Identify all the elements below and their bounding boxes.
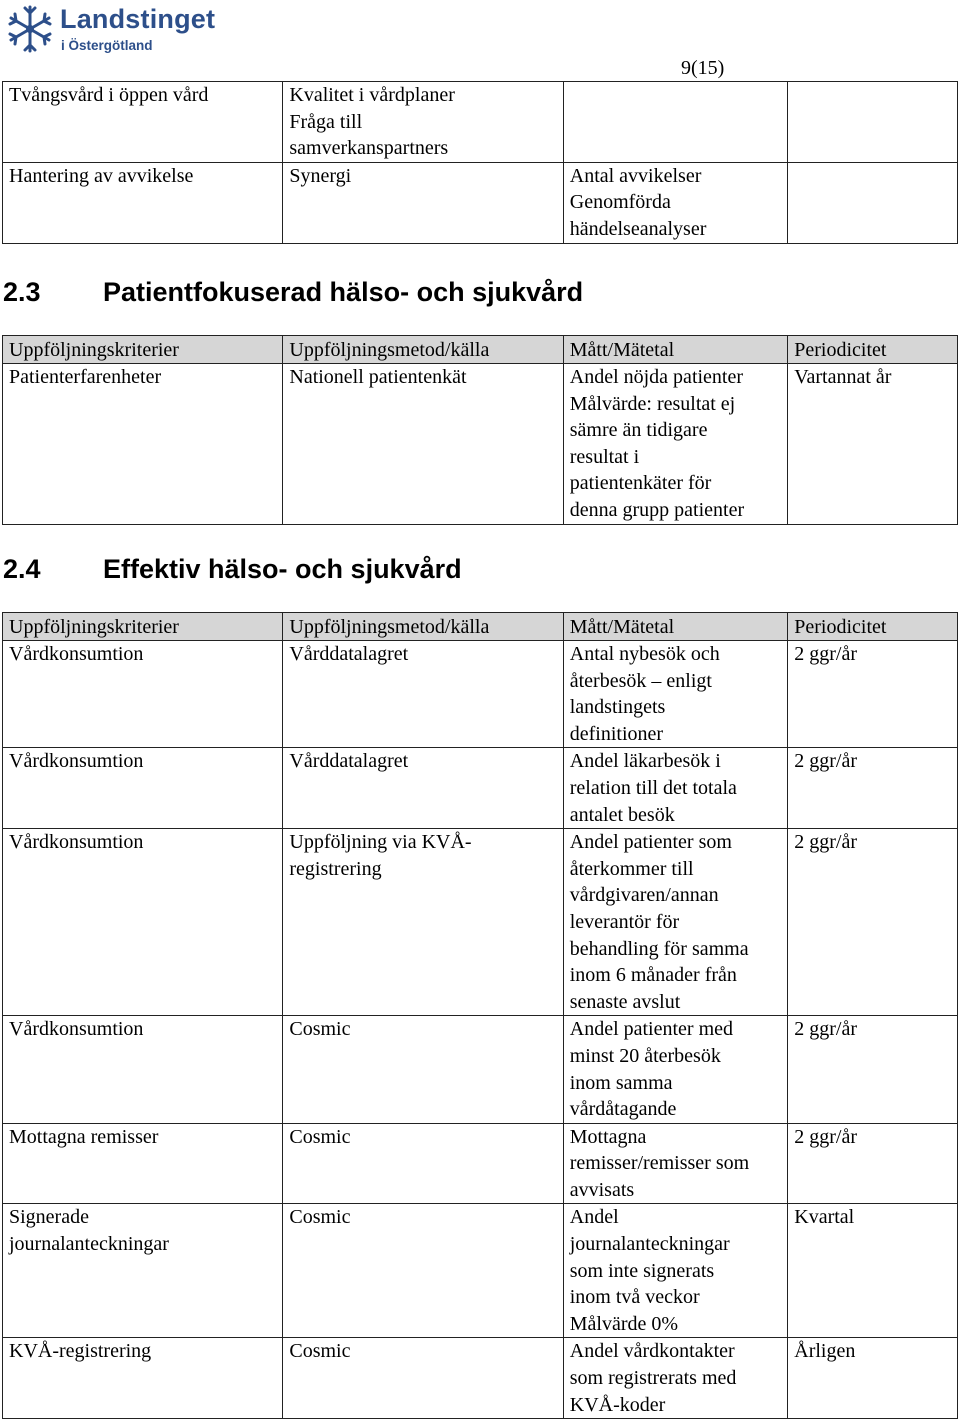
table-row (3, 748, 958, 829)
cell-criterion (3, 82, 283, 163)
cell-text-line: sämre än tidigare (569, 419, 708, 442)
cell-criterion (3, 1204, 283, 1338)
table-row (3, 82, 958, 163)
cell-text-line: behandling för samma (569, 937, 749, 960)
cell-criterion (3, 641, 283, 748)
logo-subtitle: i Östergötland (61, 38, 153, 53)
cell-text-line: återkommer till (569, 857, 694, 880)
cell-text-line: Andel (569, 1206, 619, 1229)
cell-text-line: 2 ggr/år (794, 1125, 858, 1148)
cell-periodicity (788, 162, 958, 243)
cell-text-line: Uppföljningskriterier (9, 616, 179, 638)
cell-text-line: Cosmic (289, 1018, 351, 1041)
cell-text-line: Uppföljningsmetod/källa (289, 616, 490, 638)
cell-periodicity (788, 1016, 958, 1123)
cell-text-line: Cosmic (289, 1125, 351, 1148)
cell-text-line: Vårdkonsumtion (9, 1018, 144, 1041)
column-header (283, 613, 563, 641)
cell-text-line: Uppföljningskriterier (9, 339, 179, 361)
table-patientfokuserad (2, 335, 958, 525)
cell-periodicity (788, 748, 958, 829)
cell-text-line: Målvärde: resultat ej (569, 392, 736, 415)
cell-measure (563, 1016, 788, 1123)
cell-method (283, 1123, 563, 1204)
column-header (3, 336, 283, 364)
cell-measure (563, 1123, 788, 1204)
cell-text-line: Antal avvikelser (569, 164, 702, 187)
section-title-2-3 (3, 277, 583, 308)
cell-text-line: Genomförda (569, 191, 671, 214)
cell-text-line: Andel vårdkontakter (569, 1340, 735, 1363)
cell-text-line: Andel patienter med (569, 1018, 734, 1041)
cell-text-line: Vårddatalagret (289, 750, 409, 773)
cell-method (283, 82, 563, 163)
table-effektiv (2, 612, 958, 1419)
cell-text-line: patientenkäter för (569, 472, 712, 495)
cell-text-line: resultat i (569, 445, 640, 468)
cell-measure (563, 162, 788, 243)
cell-method (283, 1338, 563, 1419)
cell-text-line: Synergi (289, 164, 352, 187)
column-header (563, 336, 788, 364)
cell-text-line: Uppföljning via KVÅ- (289, 831, 472, 854)
cell-text-line: Vårdkonsumtion (9, 750, 144, 773)
cell-method (283, 641, 563, 748)
cell-criterion (3, 364, 283, 525)
cell-text-line: inom 6 månader från (569, 964, 737, 987)
cell-text-line: Vårddatalagret (289, 643, 409, 665)
cell-measure (563, 1338, 788, 1419)
cell-text-line: 2 ggr/år (794, 831, 858, 854)
cell-measure (563, 1204, 788, 1338)
column-header (788, 336, 958, 364)
cell-text-line: registrering (289, 857, 382, 880)
cell-text-line: Årligen (794, 1340, 856, 1363)
cell-text-line: Periodicitet (794, 339, 887, 361)
cell-text-line: KVÅ-registrering (9, 1340, 152, 1363)
cell-text-line: Andel nöjda patienter (569, 366, 744, 388)
cell-text-line: återbesök – enligt (569, 669, 712, 692)
cell-text-line: minst 20 återbesök (569, 1044, 721, 1067)
cell-text-line: Kvalitet i vårdplaner (289, 84, 455, 106)
cell-text-line: Hantering av avvikelse (9, 164, 194, 187)
table-row (3, 1123, 958, 1204)
cell-text-line: Vartannat år (794, 366, 892, 388)
section-title-2-4 (3, 554, 462, 585)
cell-text-line: definitioner (569, 722, 664, 745)
column-header (788, 613, 958, 641)
table-row (3, 1204, 958, 1338)
cell-text-line: Cosmic (289, 1206, 351, 1229)
table-row (3, 829, 958, 1016)
column-header (563, 613, 788, 641)
cell-text-line: journalanteckningar (9, 1233, 169, 1256)
cell-text-line: 2 ggr/år (794, 643, 858, 665)
snowflake-logo-icon (4, 2, 56, 56)
cell-text-line: Mottagna remisser (9, 1125, 159, 1148)
cell-measure (563, 641, 788, 748)
cell-text-line: Vårdkonsumtion (9, 643, 144, 665)
cell-text-line: Nationell patientenkät (289, 366, 467, 388)
cell-periodicity (788, 1123, 958, 1204)
cell-criterion (3, 162, 283, 243)
cell-text-line: vårdåtagande (569, 1098, 677, 1121)
cell-text-line: Patienterfarenheter (9, 366, 162, 388)
cell-text-line: Andel patienter som (569, 831, 732, 854)
cell-text-line: denna grupp patienter (569, 498, 745, 521)
table-header-row (3, 336, 958, 364)
cell-measure (563, 82, 788, 163)
cell-text-line: leverantör för (569, 910, 680, 933)
cell-text-line: Mått/Mätetal (569, 339, 675, 361)
cell-method (283, 162, 563, 243)
cell-criterion (3, 829, 283, 1016)
cell-text-line: Cosmic (289, 1340, 351, 1363)
cell-periodicity (788, 364, 958, 525)
cell-text-line: som registrerats med (569, 1367, 737, 1390)
cell-text-line: avvisats (569, 1178, 635, 1201)
cell-method (283, 364, 563, 525)
cell-text-line: Signerade (9, 1206, 89, 1229)
table-row (3, 162, 958, 243)
cell-text-line: händelseanalyser (569, 217, 707, 240)
cell-measure (563, 364, 788, 525)
cell-periodicity (788, 1204, 958, 1338)
cell-text-line: Mottagna (569, 1125, 647, 1148)
cell-text-line: Kvartal (794, 1206, 855, 1229)
cell-text-line: Tvångsvård i öppen vård (9, 84, 209, 106)
section-number: 2.3 (3, 277, 41, 307)
logo (4, 2, 219, 60)
cell-periodicity (788, 641, 958, 748)
cell-text-line: Periodicitet (794, 616, 887, 638)
column-header (3, 613, 283, 641)
cell-method (283, 748, 563, 829)
section-heading: Patientfokuserad hälso- och sjukvård (103, 277, 584, 307)
cell-periodicity (788, 1338, 958, 1419)
cell-text-line: Antal nybesök och (569, 643, 720, 665)
column-header (283, 336, 563, 364)
cell-text-line: Målvärde 0% (569, 1312, 679, 1335)
table-row (3, 1016, 958, 1123)
cell-text-line: remisser/remisser som (569, 1152, 750, 1175)
cell-criterion (3, 1016, 283, 1123)
cell-method (283, 829, 563, 1016)
cell-text-line: inom samma (569, 1071, 673, 1094)
cell-text-line: Uppföljningsmetod/källa (289, 339, 490, 361)
cell-text-line: Andel läkarbesök i (569, 750, 721, 773)
cell-text-line: Vårdkonsumtion (9, 831, 144, 854)
cell-method (283, 1204, 563, 1338)
logo-name: Landstinget (60, 4, 216, 34)
cell-text-line: senaste avslut (569, 990, 681, 1013)
cell-criterion (3, 748, 283, 829)
cell-text-line: antalet besök (569, 803, 675, 826)
cell-method (283, 1016, 563, 1123)
cell-periodicity (788, 829, 958, 1016)
section-heading: Effektiv hälso- och sjukvård (103, 554, 462, 584)
cell-text-line: 2 ggr/år (794, 1018, 858, 1041)
section-number: 2.4 (3, 554, 41, 584)
page-number: 9(15) (681, 57, 725, 79)
cell-criterion (3, 1123, 283, 1204)
cell-text-line: Mått/Mätetal (569, 616, 675, 638)
cell-text-line: journalanteckningar (569, 1233, 730, 1256)
table-row (3, 364, 958, 525)
cell-text-line: landstingets (569, 696, 666, 719)
table-header-row (3, 613, 958, 641)
cell-measure (563, 829, 788, 1016)
cell-text-line: som inte signerats (569, 1259, 715, 1282)
cell-measure (563, 748, 788, 829)
cell-text-line: 2 ggr/år (794, 750, 858, 773)
cell-text-line: vårdgivaren/annan (569, 884, 719, 907)
cell-periodicity (788, 82, 958, 163)
cell-text-line: samverkanspartners (289, 137, 449, 160)
table-continued (2, 81, 958, 244)
cell-criterion (3, 1338, 283, 1419)
table-row (3, 641, 958, 748)
cell-text-line: Fråga till (289, 110, 363, 133)
cell-text-line: inom två veckor (569, 1286, 700, 1309)
cell-text-line: KVÅ-koder (569, 1393, 666, 1416)
cell-text-line: relation till det totala (569, 776, 737, 799)
table-row (3, 1338, 958, 1419)
